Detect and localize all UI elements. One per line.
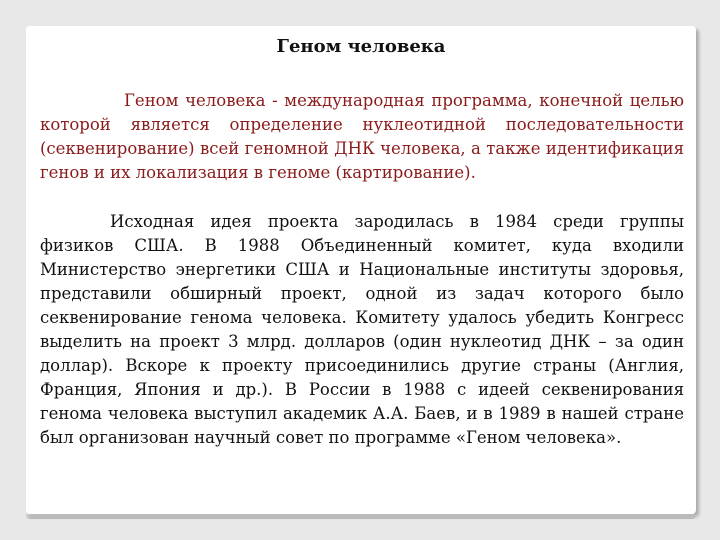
paragraph-history: Исходная идея проекта зародилась в 1984 среди группы физиков США. В 1988 Объединенный комитет, куда входили Министерство энергетики США и Национальные институты здоровья, представили обширный проект, одной из задач которого было секвенирование генома человека. Комитету удалось убедить Конгресс выделить на проект 3 млрд. долларов (один нуклеотид ДНК – за один доллар). Вскоре к проекту присоединились другие страны (Англия, Франция, Япония и др.). В России в 1988 с идеей секвенирования генома человека выступил академик А.А. Баев, и в 1989 в нашей стране был организован научный совет по программе «Геном человека».: [40, 212, 684, 447]
slide-title: Геном человека: [276, 36, 446, 57]
slide-panel: [26, 26, 696, 514]
paragraph-definition: Геном человека - международная программа, конечной целью которой является определение нуклеотидной последовательности (секвенирование) всей геномной ДНК человека, а также идентификация генов и их локализация в геноме (картирование).: [40, 91, 684, 182]
